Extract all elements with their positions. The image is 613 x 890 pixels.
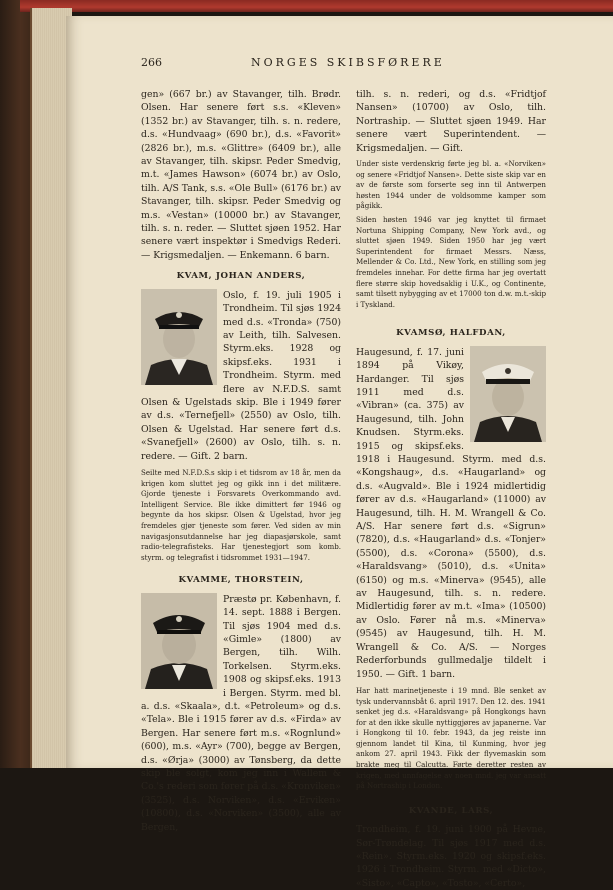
continued-entry-text: tilh. s. n. rederi, og d.s. «Fridtjof Nansen» (10700) av Oslo, tilh. Nortraship. — Sluttet sjøen 1949. Har senere vært Superintendent. — Krigsmedaljen. — Gift. [356,89,546,154]
entry-kvande [356,805,546,890]
entry-note: Har hatt marinetjeneste i 19 mnd. Ble senket av tysk undervannsbåt 6. april 1917. Den 12. des. 1941 senket jeg d.s. «Haraldsvang» på Hongkongs havn for at den ikke skulle nyttiggjøres av japanerne. Var i Hongkong til 10. febr. 1943, da jeg reiste inn gjennom landet til Kina, til Kunming, hvor jeg ankom 27. april 1943. Fikk der flyvemaskin som brakte meg til Calcutta. Førte deretter resten av krigen, med unnfagelse av noen mnd. jeg var ansatt på Nortraship i London. [356,685,546,791]
continued-entry-text: gen» (667 br.) av Stavanger, tilh. Brødr. Olsen. Har senere ført s.s. «Kleven» (1352 br.) av Stavanger, tilh. s. n. redere, d.s. «Hundvaag» (690 br.), d.s. «Favorit» (2826 br.), m.s. «Glittre» (6409 br.), alle av Stavanger, tilh. skipsr. Peder Smedvig, m.t. «James Hawson» (6074 br.) av Oslo, tilh. A/S Tank, s.s. «Ole Bull» (6176 br.) av Stavanger, tilh. skipsr. Peder Smedvig og m.s. «Vestan» (10000 br.) av Stavanger, tilh. s. n. reder. — Sluttet sjøen 1952. Har senere vært inspektør i Smedvigs Rederi. — Krigsmedaljen. — Enkemann. 6 barn. [141,89,341,261]
entry-note: Siden høsten 1946 var jeg knyttet til firmaet Nortuna Shipping Company, New York avd., og sluttet sjøen 1949. Siden 1950 har jeg vært Superintendent for firmaet Messrs. Næss, Mellender & Co. Ltd., New York, en stilling som jeg fremdeles innehar. For dette firma har jeg overtatt flere større skip hovedsaklig i U.K., og Continente, samt tilsett nybygging av et 17000 ton d.w. m.t.-skip i Tyskland. [356,215,546,309]
entry-heading: KVAMSØ, HALFDAN, [396,328,506,339]
entry-body: Haugesund, f. 17. juni 1894 på Vikøy, Hardanger. Til sjøs 1911 med d.s. «Vibran» (ca. 375) av Haugesund, tilh. John Knudsen. Styrm.eks. 1915 og skipsf.eks. 1918 i Haugesund. Styrm. med d.s. «Kongshaug», d.s. «Haugarland» og d.s. «Augvald». Ble i 1924 midlertidig fører av d.s. «Haugarland» (11000) av Haugesund, tilh. H. M. Wrangell & Co. A/S. Har senere ført d.s. «Sigrun» (7820), d.s. «Haugarland» d.s. «Tonjer» (5500), d.s. «Corona» (5500), d.s. «Haraldsvang» (5010), d.s. «Unita» (6150) og m.s. «Minerva» (9545), alle av Haugesund, tilh. s. n. redere. Midlertidig fører av m.t. «Ima» (10500) av Oslo. Fører nå m.s. «Minerva» (9545) av Haugesund, tilh. H. M. Wrangell & Co. A/S. — Norges Rederforbunds gullmedalje tildelt i 1950. — Gift. 1 barn. [356,346,546,680]
right-column [356,88,546,890]
book-page [66,16,613,889]
book-spine [0,0,34,768]
entry-body: Præstø pr. København, f. 14. sept. 1888 i Bergen. Til sjøs 1904 med d.s. «Gimle» (1800) av Bergen, tilh. Wilh. Torkelsen. Styrm.eks. 1908 og skipsf.eks. 1913 i Bergen. Styrm. med bl. a. d.s. «Skaala», d.t. «Petroleum» og d.s. «Tela». Ble i 1915 fører av d.s. «Firda» av Bergen. Har senere ført m.s. «Rognlund» (600), m.s. «Ayr» (700), begge av Bergen, d.s. «Ørja» (3000) av Tønsberg, da dette skip ble solgt, kom jeg inn i Wallem & Co.'s rederi som fører på d.s. «Kronviken» (3525), d.s. Norviken», d.s. «Erviken» (10800), d.s. «Norviken» (3500), alle av Bergen, [141,593,341,833]
portrait-photo [141,289,217,385]
entry-body: Trondheim, f. 19. juni 1900 på Hevne, Sør-Trøndelag. Til sjøs 1917 med d.s. «Rein». Styrm.eks. 1920 og skipsf.eks. 1926 i Trondheim. Styrm. med «Dicto», «Sisto», «Capto», «Tosto», «Certo», [356,824,546,889]
entry-note: Seilte med N.F.D.S.s skip i et tidsrom av 18 år, men da krigen kom sluttet jeg og gikk inn i det militære. Gjorde tjeneste i Forsvarets Overkommando avd. Intelligent Service. Ble ikke dimittert før 1946 og begynte da hos skipsr. Olsen & Ugelstad, hvor jeg fremdeles gjør tjeneste som fører. Ved siden av min navigasjonsutdannelse har jeg diapasjørskole, samt radio-telegrafisteks. Har tjenestegjort som komb. styrm. og telegrafist i tidsrommet 1931—1947. [141,467,341,562]
entry-kvam [141,270,341,566]
portrait-photo [470,346,546,442]
page-number: 266 [141,56,162,69]
entry-heading: KVAMME, THORSTEIN, [178,575,304,586]
entry-kvamso [356,327,546,795]
entry-kvamme [141,574,341,834]
running-header [66,56,613,74]
entry-heading: KVAM, JOHAN ANDERS, [176,271,306,282]
book-cover-edge [20,0,613,12]
portrait-photo [141,593,217,689]
entry-body: Oslo, f. 19. juli 1905 i Trondheim. Til sjøs 1924 med d.s. «Tronda» (750) av Leith, tilh. Salvesen. Styrm.eks. 1928 og skipsf.eks. 1931 i Trondheim. Styrm. med flere av N.F.D.S. samt Olsen & Ugelstads skip. Ble i 1949 fører av d.s. «Ternefjell» (2550) av Oslo, tilh. Olsen & Ugelstad. Har senere ført d.s. «Svanefjell» (2600) av Oslo, tilh. s. n. redere. — Gift. 2 barn. [141,289,341,462]
entry-note: Under siste verdenskrig førte jeg bl. a. «Norviken» og senere «Fridtjof Nansen». Dette siste skip var en av de første som forserte seg inn til Antwerpen høsten 1944 under de voldsomme kamper som pågikk. [356,159,546,211]
entry-heading: KVANDE, LARS, [408,805,494,816]
left-column [141,88,341,834]
page-title: NORGES SKIBSFØRERE [251,56,445,69]
